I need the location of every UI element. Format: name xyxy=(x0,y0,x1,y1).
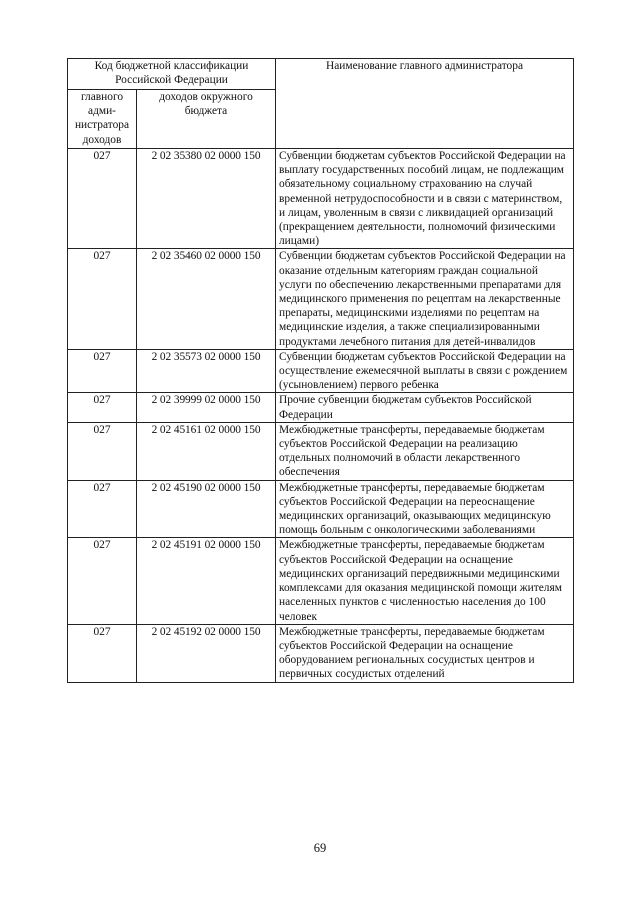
administrator-name-cell: Субвенции бюджетам субъектов Российской Федерации на выплату государственных пособий лицам, не подлежащим обязательному социальному страхованию на случай временной нетрудоспособности и в связи с материнством, и лицам, уволенным в связи с ликвидацией организаций (прекращением деятельности, полномочий физическими лицами) xyxy=(276,149,574,249)
admin-code-cell: 027 xyxy=(68,538,137,624)
table-header xyxy=(68,59,574,149)
income-code-cell: 2 02 45161 02 0000 150 xyxy=(137,422,276,480)
admin-code-cell: 027 xyxy=(68,624,137,682)
header-main-administrator: главного адми-нистратора доходов xyxy=(68,90,137,149)
administrator-name-cell: Прочие субвенции бюджетам субъектов Российской Федерации xyxy=(276,393,574,422)
admin-code-cell: 027 xyxy=(68,422,137,480)
administrator-name-cell: Межбюджетные трансферты, передаваемые бюджетам субъектов Российской Федерации на оснащение медицинских организаций передвижными медицинскими комплексами для оказания медицинской помощи жителям населенных пунктов с численностью населения до 100 человек xyxy=(276,538,574,624)
administrator-name-cell: Межбюджетные трансферты, передаваемые бюджетам субъектов Российской Федерации на оснащение оборудованием региональных сосудистых центров и первичных сосудистых отделений xyxy=(276,624,574,682)
header-row-top xyxy=(68,59,574,90)
table-row xyxy=(68,480,574,538)
admin-code-cell: 027 xyxy=(68,349,137,393)
table-row xyxy=(68,422,574,480)
admin-code-cell: 027 xyxy=(68,393,137,422)
table-row xyxy=(68,349,574,393)
income-code-cell: 2 02 45190 02 0000 150 xyxy=(137,480,276,538)
table-row xyxy=(68,149,574,249)
income-code-cell: 2 02 35380 02 0000 150 xyxy=(137,149,276,249)
header-classification-code: Код бюджетной классификации Российской Федерации xyxy=(68,59,276,90)
income-code-cell: 2 02 35573 02 0000 150 xyxy=(137,349,276,393)
income-code-cell: 2 02 35460 02 0000 150 xyxy=(137,249,276,349)
admin-code-cell: 027 xyxy=(68,480,137,538)
table-row xyxy=(68,538,574,624)
table-body xyxy=(68,149,574,683)
income-code-cell: 2 02 39999 02 0000 150 xyxy=(137,393,276,422)
page-number: 69 xyxy=(313,841,327,855)
header-district-budget-income: доходов окружного бюджета xyxy=(137,90,276,149)
income-code-cell: 2 02 45191 02 0000 150 xyxy=(137,538,276,624)
admin-code-cell: 027 xyxy=(68,149,137,249)
administrator-name-cell: Межбюджетные трансферты, передаваемые бюджетам субъектов Российской Федерации на реализацию отдельных полномочий в области лекарственного обеспечения xyxy=(276,422,574,480)
budget-classification-table xyxy=(67,58,574,683)
table-row xyxy=(68,249,574,349)
admin-code-cell: 027 xyxy=(68,249,137,349)
header-administrator-name: Наименование главного администратора xyxy=(276,59,574,149)
income-code-cell: 2 02 45192 02 0000 150 xyxy=(137,624,276,682)
table-row xyxy=(68,624,574,682)
administrator-name-cell: Межбюджетные трансферты, передаваемые бюджетам субъектов Российской Федерации на переоснащение медицинских организаций, оказывающих медицинскую помощь больным с онкологическими заболеваниями xyxy=(276,480,574,538)
table-row xyxy=(68,393,574,422)
administrator-name-cell: Субвенции бюджетам субъектов Российской Федерации на оказание отдельным категориям граждан социальной услуги по обеспечению лекарственными препаратами для медицинского применения по рецептам на лекарственные препараты, медицинскими изделиями по рецептам на медицинские изделия, а также специализированными продуктами лечебного питания для детей-инвалидов xyxy=(276,249,574,349)
administrator-name-cell: Субвенции бюджетам субъектов Российской Федерации на осуществление ежемесячной выплаты в связи с рождением (усыновлением) первого ребенка xyxy=(276,349,574,393)
